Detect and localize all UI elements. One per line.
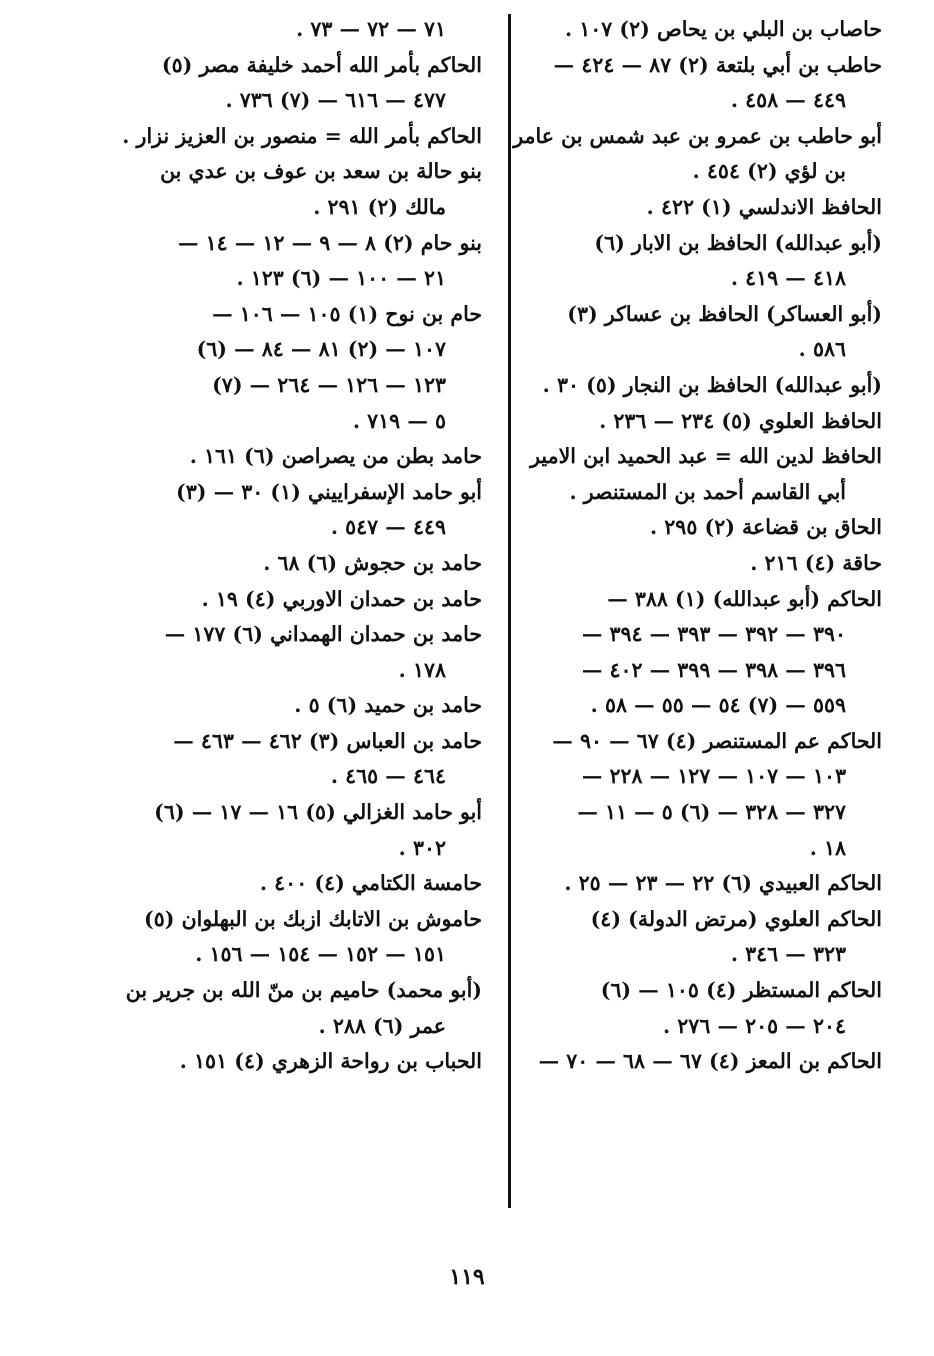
index-entry-line: حامد بن حميد (٦) ٥ .	[294, 693, 482, 718]
index-entry-line: الحاكم العبيدي (٦) ٢٢ — ٢٣ — ٢٥ .	[564, 871, 882, 896]
index-entry-line: الحافظ الاندلسي (١) ٤٢٢ .	[646, 194, 882, 219]
index-entry-line: الحباب بن رواحة الزهري (٤) ١٥١ .	[179, 1049, 482, 1074]
index-entry-line: (أبو العساكر) الحافظ بن عساكر (٣)	[567, 301, 882, 326]
index-entry-line: ٥٨٦ .	[798, 337, 846, 362]
index-entry-line: ١٢٣ — ١٢٦ — ٢٦٤ — (٧)	[212, 372, 446, 397]
index-entry-line: حاطب بن أبي بلتعة (٢) ٨٧ — ٤٢٤ —	[553, 52, 882, 77]
index-entry-line: ١٠٣ — ١٠٧ — ١٢٧ — ٢٢٨ —	[581, 764, 846, 789]
index-entry-line: أبي القاسم أحمد بن المستنصر .	[569, 479, 846, 504]
page-number: ١١٩	[449, 1264, 485, 1290]
index-entry-line: ٧١ — ٧٢ — ٧٣ .	[296, 17, 446, 41]
index-entry-line: (أبو محمد) حاميم بن منّ الله بن جرير بن	[125, 978, 482, 1003]
index-entry-line: حاصاب بن البلي بن يحاص (٢) ١٠٧ .	[564, 17, 882, 41]
index-entry-line: الحافظ لدين الله = عبد الحميد ابن الامير	[530, 444, 882, 469]
index-entry-line: حامد بن حجوش (٦) ٦٨ .	[263, 550, 482, 575]
index-entry-line: الحاكم (أبو عبدالله) (١) ٣٨٨ —	[607, 586, 882, 611]
index-entry-line: بنو حالة بن سعد بن عوف بن عدي بن	[160, 159, 482, 184]
index-entry-line: حامد بطن من يصراصن (٦) ١٦١ .	[189, 444, 482, 469]
index-entry-line: ٣٢٧ — ٣٢٨ — (٦) ٥ — ١١ —	[577, 800, 846, 825]
index-entry-line: ٣٠٢ .	[398, 835, 446, 860]
index-entry-line: أبو حاطب بن عمرو بن عبد شمس بن عامر	[513, 123, 882, 148]
index-entry-line: ٣٢٣ — ٣٤٦ .	[730, 942, 846, 967]
index-entry-line: ٤٧٧ — ٦١٦ — (٧) ٧٣٦ .	[225, 88, 446, 113]
index-column-right	[470, 12, 882, 1080]
index-entry-line: حامد بن حمدان الاوربي (٤) ١٩ .	[201, 586, 482, 611]
index-entry-line: أبو حامد الإسفراييني (١) ٣٠ — (٣)	[176, 479, 482, 504]
index-entry-line: ٤٤٩ — ٥٤٧ .	[330, 515, 446, 540]
index-entry-line: ٤٤٩ — ٤٥٨ .	[730, 88, 846, 113]
index-entry-line: الحاكم المستظر (٤) ١٠٥ — (٦)	[600, 978, 882, 1003]
index-entry-line: بنو حام (٢) ٨ — ٩ — ١٢ — ١٤ —	[177, 230, 482, 255]
index-entry-line: الحاكم بأمر الله أحمد خليفة مصر (٥)	[161, 52, 482, 77]
index-entry-line: مالك (٢) ٢٩١ .	[313, 194, 446, 219]
index-entry-line: عمر (٦) ٢٨٨ .	[318, 1013, 446, 1038]
index-entry-line: ٥ — ٧١٩ .	[352, 408, 446, 433]
index-entry-line: الحاكم عم المستنصر (٤) ٦٧ — ٩٠ —	[552, 728, 882, 753]
index-entry-line: ٤١٨ — ٤١٩ .	[730, 266, 846, 291]
index-entry-line: بن لؤي (٢) ٤٥٤ .	[692, 159, 846, 184]
index-entry-line: حام بن نوح (١) ١٠٥ — ١٠٦ —	[212, 301, 482, 326]
index-entry-line: الحافظ العلوي (٥) ٢٣٤ — ٢٣٦ .	[599, 408, 882, 433]
index-entry-line: (أبو عبدالله) الحافظ بن الابار (٦)	[594, 230, 882, 255]
index-entry-line: ١٧٨ .	[398, 657, 446, 682]
index-entry-line: الحاكم بأمر الله = منصور بن العزيز نزار .	[122, 123, 482, 148]
index-entry-line: الحاكم بن المعز (٤) ٦٧ — ٦٨ — ٧٠ —	[538, 1049, 882, 1074]
index-entry-line: ٥٥٩ — (٧) ٥٤ — ٥٥ — ٥٨ .	[590, 693, 846, 718]
index-column-left	[110, 12, 482, 1080]
index-entry-line: ٣٩٠ — ٣٩٢ — ٣٩٣ — ٣٩٤ —	[581, 622, 846, 647]
index-entry-line: حامد بن العباس (٣) ٤٦٢ — ٤٦٣ —	[173, 728, 482, 753]
index-entry-line: ٢١ — ١٠٠ — (٦) ١٢٣ .	[236, 266, 446, 291]
index-entry-line: ١٠٧ — (٢) ٨١ — ٨٤ — (٦)	[196, 337, 446, 362]
index-entry-line: ٢٠٤ — ٢٠٥ — ٢٧٦ .	[663, 1013, 846, 1038]
index-entry-line: حامد بن حمدان الهمداني (٦) ١٧٧ —	[164, 622, 482, 647]
index-entry-line: حامسة الكتامي (٤) ٤٠٠ .	[259, 871, 482, 896]
index-entry-line: ٣٩٦ — ٣٩٨ — ٣٩٩ — ٤٠٢ —	[581, 657, 846, 682]
index-entry-line: ١٨ .	[809, 835, 846, 860]
index-entry-line: حاموش بن الاتابك ازبك بن البهلوان (٥)	[144, 906, 482, 931]
index-entry-line: ٤٦٤ — ٤٦٥ .	[330, 764, 446, 789]
index-entry-line: أبو حامد الغزالي (٥) ١٦ — ١٧ — (٦)	[154, 800, 482, 825]
index-entry-line: الحاكم العلوي (مرتض الدولة) (٤)	[590, 906, 882, 931]
index-entry-line: ١٥١ — ١٥٢ — ١٥٤ — ١٥٦ .	[195, 942, 446, 967]
index-entry-line: حاقة (٤) ٢١٦ .	[750, 550, 882, 575]
index-entry-line: الحاق بن قضاعة (٢) ٢٩٥ .	[650, 515, 882, 540]
index-entry-line: (أبو عبدالله) الحافظ بن النجار (٥) ٣٠ .	[542, 372, 882, 397]
column-divider	[508, 14, 511, 1208]
